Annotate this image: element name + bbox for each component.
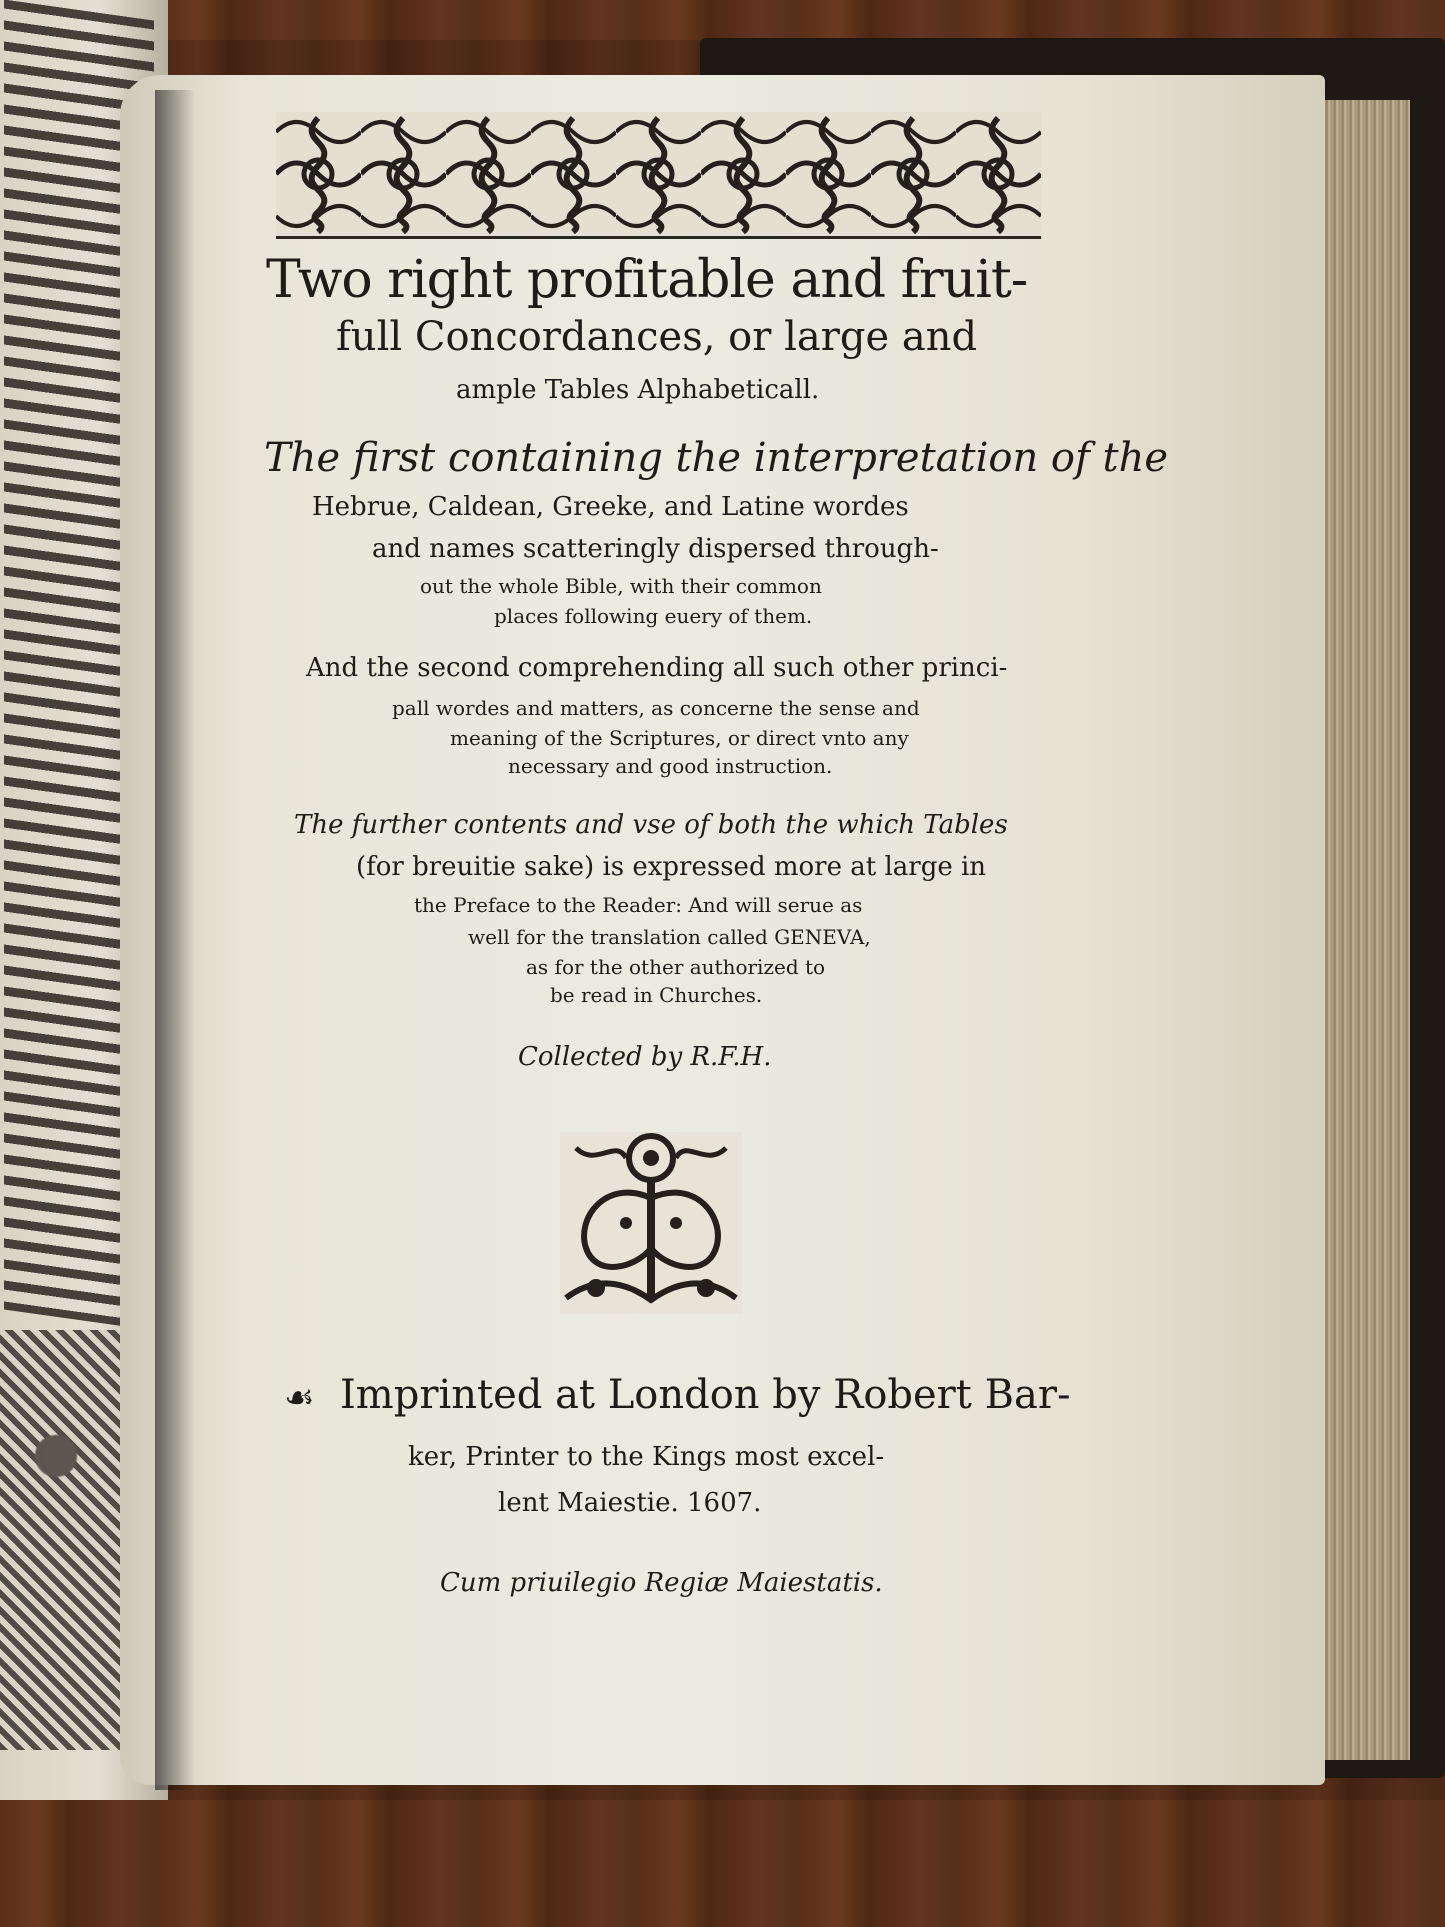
further-line-3: the Preface to the Reader: And will serue as bbox=[414, 893, 863, 917]
first-table-line-1: The first containing the interpretation of the bbox=[264, 435, 1169, 481]
imprint-line-2: ker, Printer to the Kings most excel- bbox=[408, 1442, 885, 1472]
imprint-line-1: Imprinted at London by Robert Bar- bbox=[340, 1372, 1071, 1418]
printers-ornament bbox=[556, 1128, 746, 1318]
royal-privilege: Cum priuilegio Regiæ Maiestatis. bbox=[440, 1568, 883, 1598]
first-table-line-5: places following euery of them. bbox=[494, 604, 813, 628]
first-table-line-2: Hebrue, Caldean, Greeke, and Latine wordes bbox=[312, 492, 909, 522]
further-line-6: be read in Churches. bbox=[550, 983, 763, 1007]
second-table-line-1: And the second comprehending all such other princi- bbox=[306, 653, 1008, 683]
collected-by: Collected by R.F.H. bbox=[518, 1042, 772, 1072]
first-table-line-4: out the whole Bible, with their common bbox=[420, 574, 822, 598]
title-line-3: ample Tables Alphabeticall. bbox=[456, 375, 820, 405]
title-line-2: full Concordances, or large and bbox=[336, 314, 978, 360]
further-line-5: as for the other authorized to bbox=[526, 955, 826, 979]
second-table-line-2: pall wordes and matters, as concerne the sense and bbox=[392, 696, 920, 720]
further-line-2: (for breuitie sake) is expressed more at large in bbox=[356, 852, 987, 882]
fleuron-icon: ☙ bbox=[284, 1378, 315, 1418]
first-table-line-3: and names scatteringly dispersed through- bbox=[372, 534, 939, 564]
decorative-header-band bbox=[276, 112, 1041, 239]
further-line-1: The further contents and vse of both the which Tables bbox=[294, 810, 1008, 840]
further-line-4: well for the translation called GENEVA, bbox=[468, 925, 871, 949]
title-line-1: Two right profitable and fruit- bbox=[266, 250, 1028, 310]
second-table-line-3: meaning of the Scriptures, or direct vnto any bbox=[450, 726, 909, 750]
imprint-line-3: lent Maiestie. 1607. bbox=[498, 1488, 762, 1518]
second-table-line-4: necessary and good instruction. bbox=[508, 754, 833, 778]
